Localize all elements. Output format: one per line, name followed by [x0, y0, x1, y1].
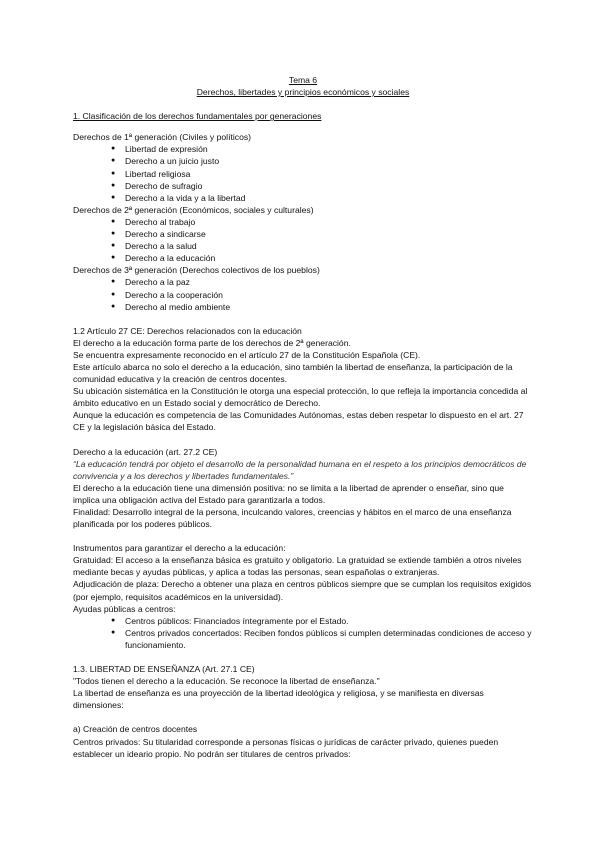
- paragraph: Se encuentra expresamente reconocido en el artículo 27 de la Constitución Española (CE).: [73, 349, 421, 360]
- derecho-heading: Derecho a la educación (art. 27.2 CE): [73, 446, 218, 457]
- paragraph: Este artículo abarca no solo el derecho a la educación, sino también la libertad de enseñanza, la participación de la comunidad educativa y la creación de centros docentes.: [73, 361, 513, 385]
- list-item: ● Centros privados concertados: Reciben fondos públicos si cumplen determinadas condiciones de acceso y funcionamiento.: [111, 627, 533, 651]
- paragraph: Centros privados: Su titularidad corresponde a personas físicas o jurídicas de carácter privado, quienes pueden establecer un ideario propio. No podrán ser titulares de centros privados:: [73, 736, 499, 759]
- list-item: ● Derecho a sindicarse: [111, 228, 533, 240]
- document-title: Tema 6: [288, 75, 318, 85]
- section-1-3-heading: 1.3. LIBERTAD DE ENSEÑANZA (Art. 27.1 CE): [73, 664, 255, 675]
- ayudas-list: [73, 615, 533, 651]
- quote: "Todos tienen el derecho a la educación. Se reconoce la libertad de enseñanza.": [73, 676, 380, 687]
- paragraph: Finalidad: Desarrollo integral de la persona, inculcando valores, creencias y hábitos en el marco de una enseñanza planificada por los poderes públicos.: [73, 507, 512, 530]
- paragraph: Ayudas públicas a centros:: [73, 603, 176, 614]
- list-item: ● Derecho a un juicio justo: [111, 155, 533, 167]
- list-item: ● Derecho al trabajo: [111, 216, 533, 228]
- list-item: ● Derecho a la educación: [111, 252, 533, 264]
- gen3-label: Derechos de 3ª generación (Derechos colectivos de los pueblos): [73, 265, 320, 276]
- list-item: ● Derecho a la cooperación: [111, 289, 533, 301]
- paragraph: El derecho a la educación forma parte de los derechos de 2ª generación.: [73, 337, 351, 348]
- quote: “La educación tendrá por objeto el desarrollo de la personalidad humana en el respeto a los principios democráticos de convivencia y a los derechos y libertades fundamentales.”: [73, 458, 527, 481]
- list-item: ● Derecho a la paz: [111, 276, 533, 288]
- paragraph: Adjudicación de plaza: Derecho a obtener una plaza en centros públicos siempre que se cumplan los requisitos exigidos (por ejemplo, requisitos académicos en la universidad).: [73, 579, 532, 602]
- list-item: ● Libertad de expresión: [111, 143, 533, 155]
- document-body: [73, 74, 533, 760]
- list-item: ● Derecho de sufragio: [111, 180, 533, 192]
- paragraph: La libertad de enseñanza es una proyección de la libertad ideológica y religiosa, y se manifiesta en diversas dimensiones:: [73, 688, 484, 711]
- list-item: ● Derecho a la salud: [111, 240, 533, 252]
- instrumentos-heading: Instrumentos para garantizar el derecho a la educación:: [73, 543, 286, 554]
- section-1-heading: 1. Clasificación de los derechos fundamentales por generaciones: [73, 111, 322, 122]
- gen2-list: [73, 216, 533, 264]
- list-item: ● Libertad religiosa: [111, 168, 533, 180]
- list-item: ● Derecho al medio ambiente: [111, 301, 533, 313]
- document-subtitle: Derechos, libertades y principios económicos y sociales: [196, 87, 410, 98]
- section-1-2-heading: 1.2 Artículo 27 CE: Derechos relacionados con la educación: [73, 325, 302, 336]
- paragraph: Aunque la educación es competencia de las Comunidades Autónomas, estas deben respetar lo dispuesto en el art. 27 CE y la legislación básica del Estado.: [73, 410, 524, 433]
- list-item: ● Derecho a la vida y a la libertad: [111, 192, 533, 204]
- gen2-label: Derechos de 2ª generación (Económicos, sociales y culturales): [73, 204, 314, 215]
- gen1-label: Derechos de 1ª generación (Civiles y políticos): [73, 132, 252, 143]
- gen3-list: [73, 276, 533, 312]
- gen1-list: [73, 143, 533, 203]
- paragraph: Gratuidad: El acceso a la enseñanza básica es gratuito y obligatorio. La gratuidad se extiende también a otros niveles mediante becas y ayudas públicas, y aplica a todas las personas, sean españolas o extranjeras.: [73, 555, 522, 578]
- subsection-heading: a) Creación de centros docentes: [73, 724, 198, 735]
- paragraph: El derecho a la educación tiene una dimensión positiva: no se limita a la libertad de aprender o enseñar, sino que implica una obligación activa del Estado para garantizarla a todos.: [73, 482, 504, 505]
- list-item: ● Centros públicos: Financiados íntegramente por el Estado.: [111, 615, 533, 627]
- paragraph: Su ubicación sistemática en la Constitución le otorga una especial protección, lo que refleja la importancia concedida al ámbito educativo en un Estado social y democrático de Derecho.: [73, 386, 528, 409]
